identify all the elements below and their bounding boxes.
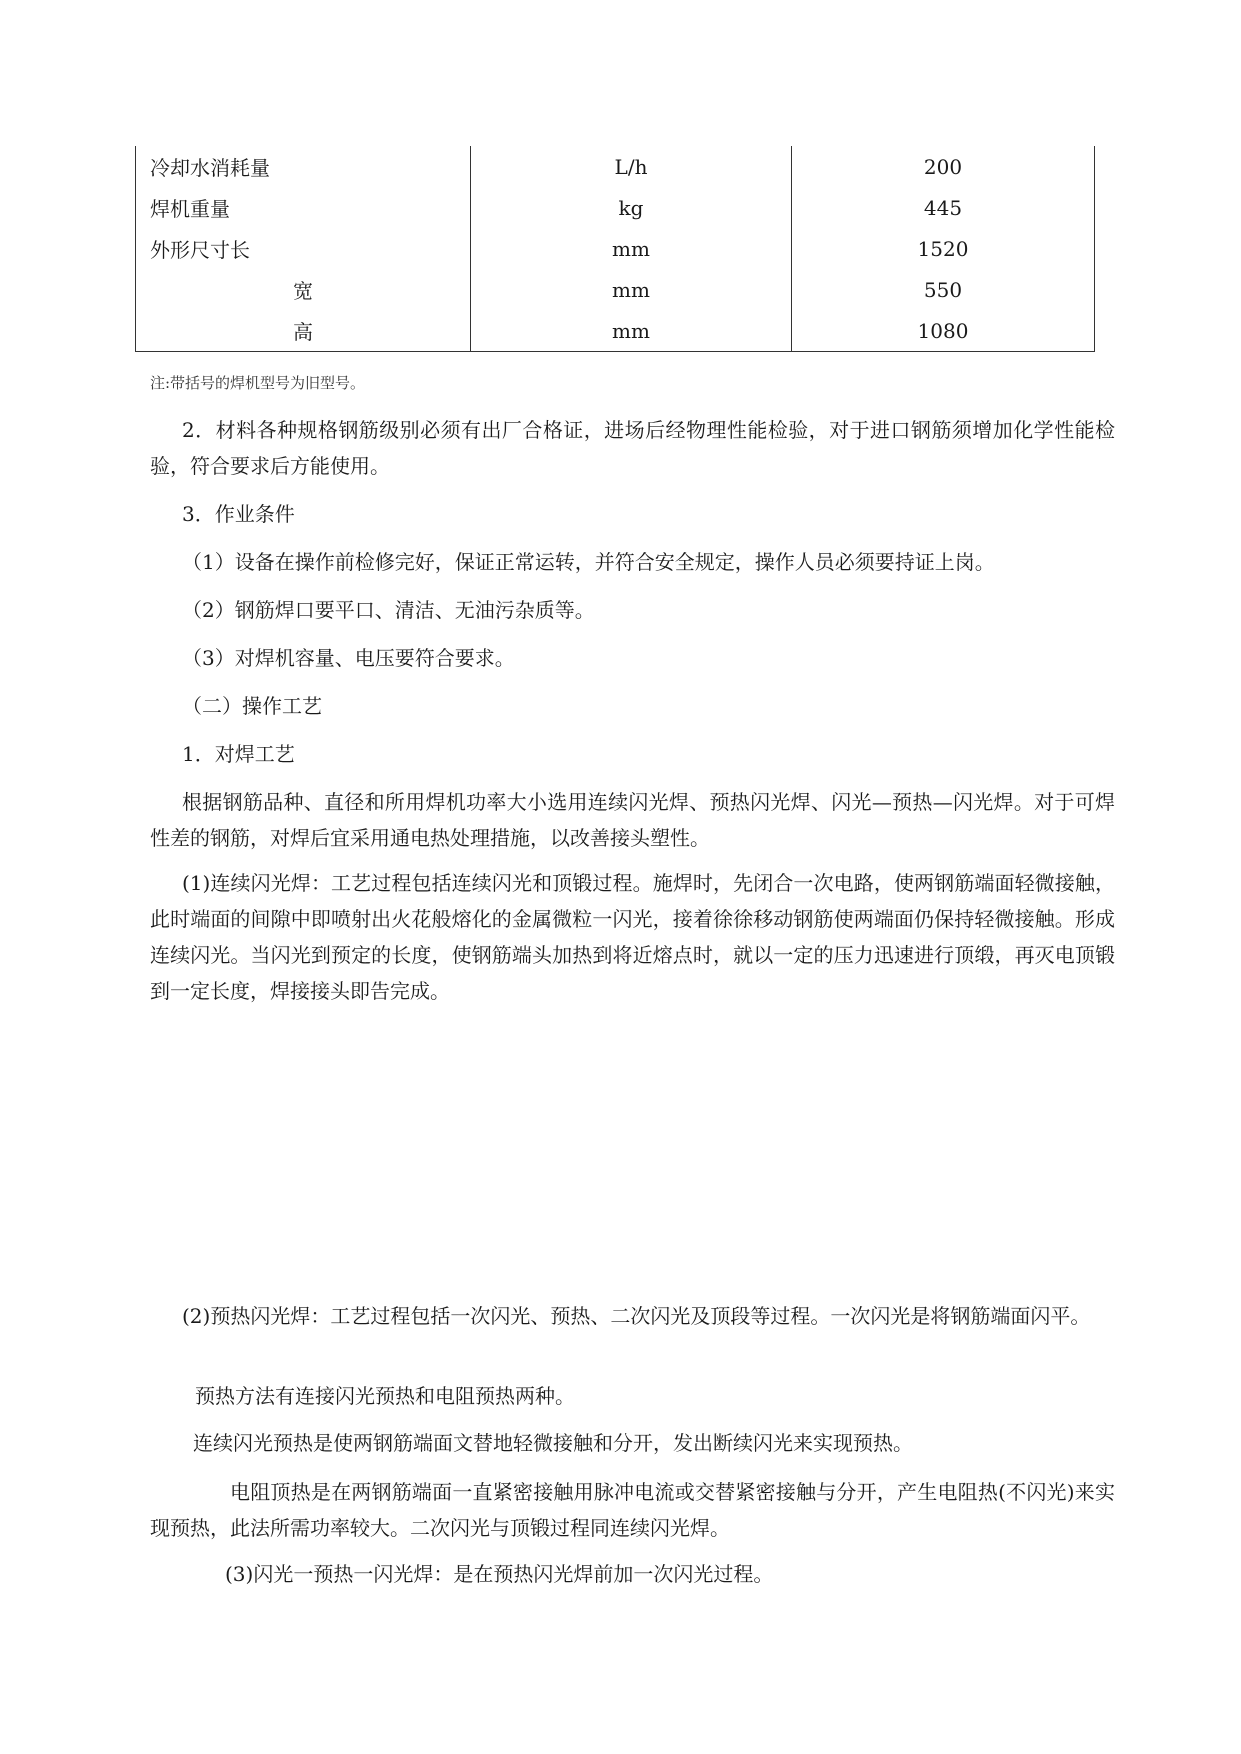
table-cell-value: 445	[792, 187, 1095, 228]
table-cell-value: 1080	[792, 310, 1095, 352]
table-row	[136, 228, 1095, 269]
spec-table	[135, 146, 1095, 352]
table-cell-unit: mm	[471, 228, 792, 269]
table-cell-unit: mm	[471, 310, 792, 352]
paragraph-preheat-methods: 预热方法有连接闪光预热和电阻预热两种。	[195, 1384, 575, 1408]
table-cell-value: 1520	[792, 228, 1095, 269]
table-cell-value: 550	[792, 269, 1095, 310]
table-row	[136, 146, 1095, 187]
heading-working-conditions: 3．作业条件	[182, 502, 295, 526]
table-cell-unit: kg	[471, 187, 792, 228]
table-cell-unit: L/h	[471, 146, 792, 187]
table-cell-name: 冷却水消耗量	[136, 146, 471, 187]
table-cell-name: 高	[136, 310, 471, 352]
paragraph-resistance-preheat: 电阻顶热是在两钢筋端面一直紧密接触用脉冲电流或交替紧密接触与分开，产生电阻热(不闪光)来实现预热，此法所需功率较大。二次闪光与顶锻过程同连续闪光焊。	[150, 1480, 1115, 1540]
paragraph-materials: 2．材料各种规格钢筋级别必须有出厂合格证，进场后经物理性能检验，对于进口钢筋须增加化学性能检验，符合要求后方能使用。	[150, 418, 1115, 478]
paragraph-continuous-flash-preheat: 连续闪光预热是使两钢筋端面文替地轻微接触和分开，发出断续闪光来实现预热。	[193, 1431, 913, 1455]
paragraph-preheat-flash-welding: (2)预热闪光焊：工艺过程包括一次闪光、预热、二次闪光及顶段等过程。一次闪光是将钢筋端面闪平。	[182, 1304, 1091, 1328]
paragraph-condition-3: （3）对焊机容量、电压要符合要求。	[182, 646, 515, 670]
paragraph-condition-2: （2）钢筋焊口要平口、清洁、无油污杂质等。	[182, 598, 595, 622]
paragraph-welding-selection: 根据钢筋品种、直径和所用焊机功率大小选用连续闪光焊、预热闪光焊、闪光—预热—闪光焊。对于可焊性差的钢筋，对焊后宜采用通电热处理措施，以改善接头塑性。	[150, 790, 1115, 850]
table-row	[136, 310, 1095, 352]
table-cell-value: 200	[792, 146, 1095, 187]
paragraph-flash-preheat-flash: (3)闪光一预热一闪光焊：是在预热闪光焊前加一次闪光过程。	[225, 1562, 774, 1586]
table-row	[136, 187, 1095, 228]
table-cell-name: 外形尺寸长	[136, 228, 471, 269]
paragraph-continuous-flash-welding: (1)连续闪光焊：工艺过程包括连续闪光和顶锻过程。施焊时，先闭合一次电路，使两钢筋端面轻微接触，此时端面的间隙中即喷射出火花般熔化的金属微粒一闪光，接着徐徐移动钢筋使两端面仍保持轻微接触。形成连续闪光。当闪光到预定的长度，使钢筋端头加热到将近熔点时，就以一定的压力迅速进行顶缎，再灭电顶锻到一定长度，焊接接头即告完成。	[150, 871, 1115, 1003]
paragraph-condition-1: （1）设备在操作前检修完好，保证正常运转，并符合安全规定，操作人员必须要持证上岗。	[182, 550, 995, 574]
table-cell-unit: mm	[471, 269, 792, 310]
table-row	[136, 269, 1095, 310]
heading-butt-welding: 1．对焊工艺	[182, 742, 295, 766]
table-cell-name: 宽	[136, 269, 471, 310]
table-cell-name: 焊机重量	[136, 187, 471, 228]
heading-operation-process: （二）操作工艺	[182, 694, 322, 718]
table-note: 注:带括号的焊机型号为旧型号。	[150, 374, 366, 392]
